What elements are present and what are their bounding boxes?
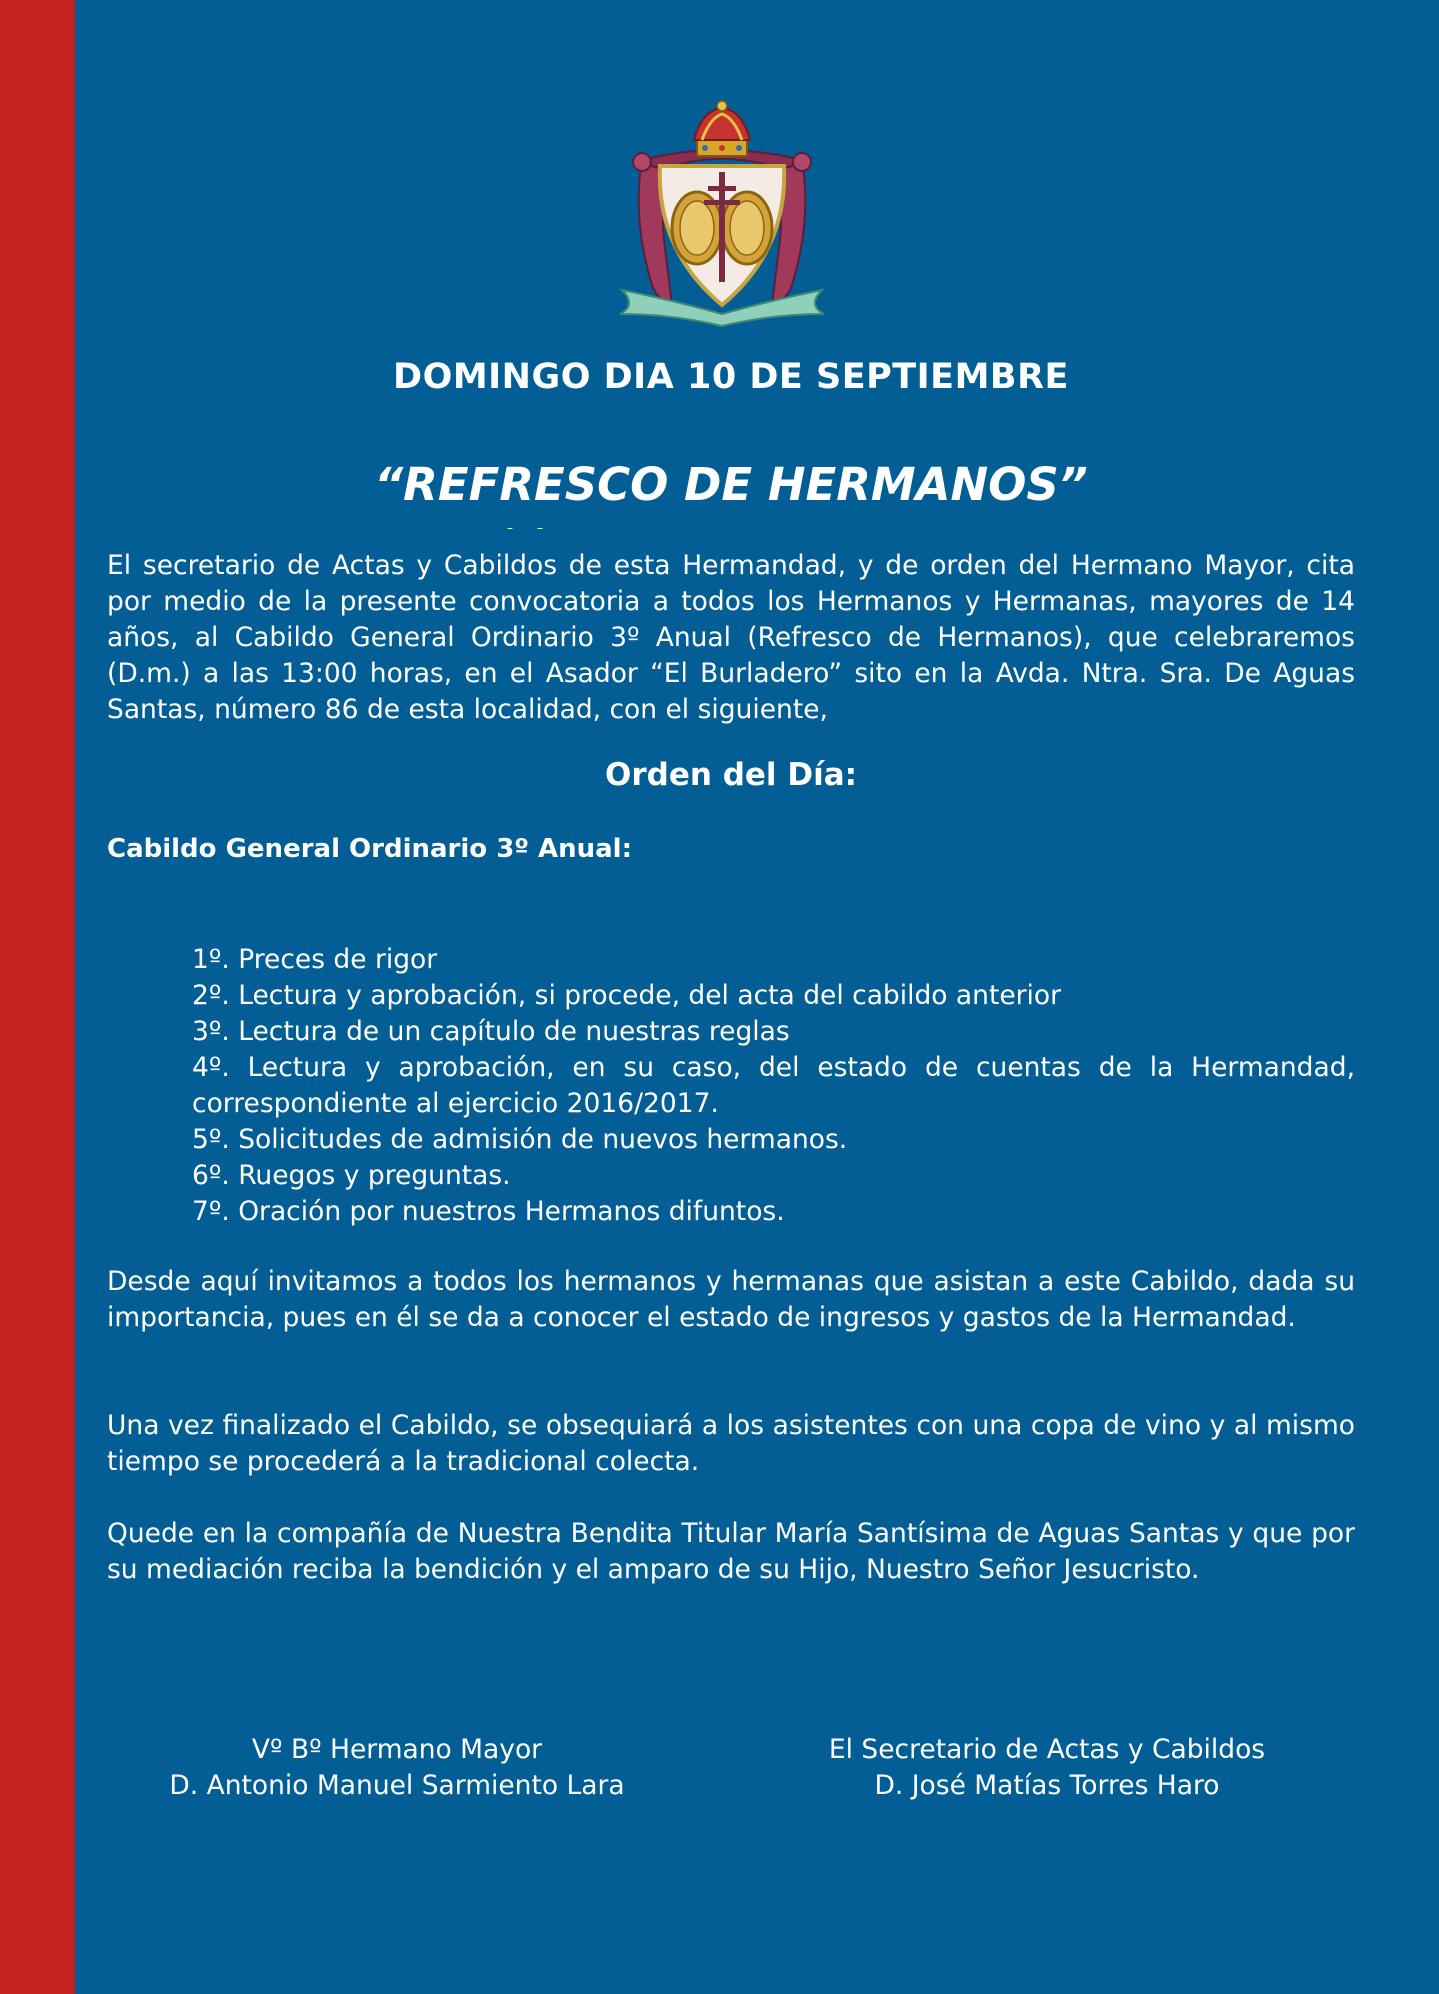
agenda-item: 5º. Solicitudes de admisión de nuevos hermanos.	[192, 1124, 848, 1155]
decorative-dashes: – –	[507, 521, 553, 535]
signature-right-name: D. José Matías Torres Haro	[874, 1770, 1220, 1801]
signature-left-role: Vº Bº Hermano Mayor	[251, 1734, 543, 1765]
signature-right	[767, 1732, 1327, 1804]
signature-left-name: D. Antonio Manuel Sarmiento Lara	[169, 1770, 625, 1801]
date-heading: DOMINGO DIA 10 DE SEPTIEMBRE	[393, 357, 1069, 397]
agenda-item: 7º. Oración por nuestros Hermanos difuntos.	[192, 1196, 785, 1227]
cabildo-subheading: Cabildo General Ordinario 3º Anual:	[107, 834, 632, 864]
intro-paragraph: El secretario de Actas y Cabildos de esta Hermandad, y de orden del Hermano Mayor, cita por medio de la presente convocatoria a todos los Hermanos y Hermanas, mayores de 14 años, al Cabildo General Ordinario 3º Anual (Refresco de Hermanos), que celebraremos (D.m.) a las 13:00 horas, en el Asador “El Burladero” sito en la Avda. Ntra. Sra. De Aguas Santas, número 86 de esta localidad, con el siguiente,	[107, 550, 1355, 725]
agenda-item: 3º. Lectura de un capítulo de nuestras reglas	[192, 1016, 790, 1047]
agenda-list	[192, 942, 1355, 1230]
signature-right-role: El Secretario de Actas y Cabildos	[828, 1734, 1266, 1765]
document-page	[107, 0, 1355, 1994]
closing-paragraph: Una vez finalizado el Cabildo, se obsequiará a los asistentes con una copa de vino y al mismo tiempo se procederá a la tradicional colecta.	[107, 1410, 1355, 1477]
agenda-item: 2º. Lectura y aprobación, si procede, del acta del cabildo anterior	[192, 980, 1062, 1011]
agenda-heading: Orden del Día:	[604, 757, 858, 793]
agenda-item: 6º. Ruegos y preguntas.	[192, 1160, 511, 1191]
coat-of-arms-icon	[602, 100, 842, 328]
signature-left	[107, 1732, 687, 1804]
invite-paragraph: Desde aquí invitamos a todos los hermanos y hermanas que asistan a este Cabildo, dada su importancia, pues en él se da a conocer el estado de ingresos y gastos de la Hermandad.	[107, 1266, 1355, 1333]
red-side-band	[0, 0, 75, 1994]
blessing-paragraph: Quede en la compañía de Nuestra Bendita Titular María Santísima de Aguas Santas y que por su mediación reciba la bendición y el amparo de su Hijo, Nuestro Señor Jesucristo.	[107, 1518, 1355, 1585]
event-title: “REFRESCO DE HERMANOS”	[374, 458, 1088, 511]
agenda-item: 4º. Lectura y aprobación, en su caso, del estado de cuentas de la Hermandad, correspondiente al ejercicio 2016/2017.	[192, 1052, 1355, 1119]
agenda-item: 1º. Preces de rigor	[192, 944, 438, 975]
